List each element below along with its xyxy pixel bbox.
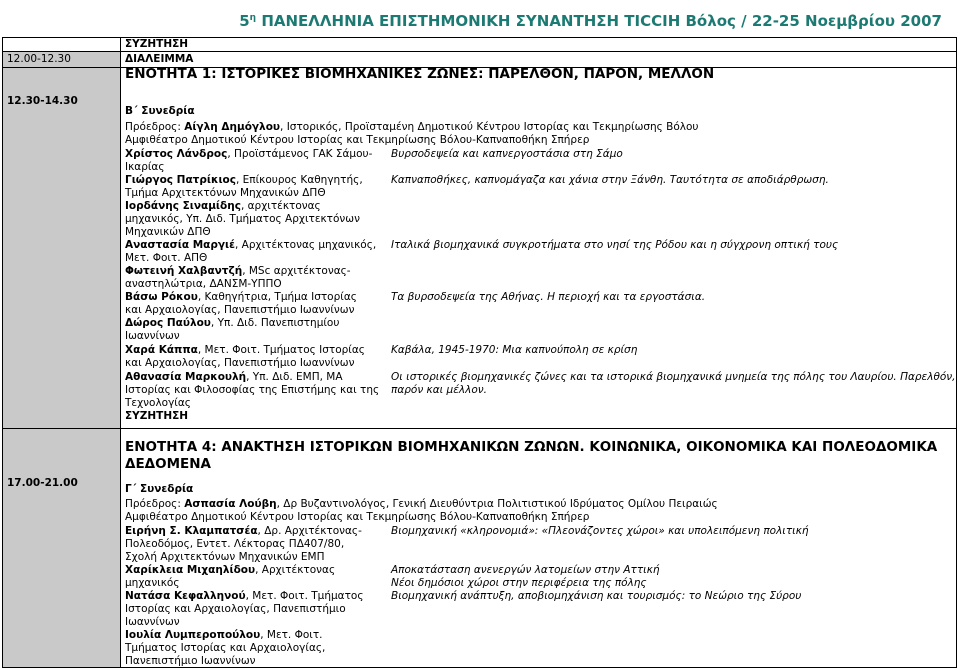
session-c-venue: Αμφιθέατρο Δημοτικού Κέντρου Ιστορίας και Τεκμηρίωσης Βόλου-Καπναποθήκη Σπήρερ (125, 511, 590, 523)
speaker-chalvantzi-line2: αναστηλώτρια, ΔΑΝΣΜ-ΥΠΠΟ (125, 278, 282, 290)
speaker-name: Βάσω Ρόκου (125, 291, 198, 303)
speaker-name: Φωτεινή Χαλβαντζή (125, 265, 243, 277)
speaker-affiliation: , Προϊστάμενος ΓΑΚ Σάμου- (227, 148, 373, 160)
chair-name: Αίγλη Δημόγλου (184, 121, 281, 133)
session-b-label: Β΄ Συνεδρία (125, 105, 195, 117)
break-label: ΔΙΑΛΕΙΜΜΑ (125, 53, 194, 65)
row-divider-3 (2, 428, 957, 429)
speaker-markouli (125, 371, 343, 384)
edition-superscript: η (249, 13, 257, 23)
speaker-name: Αθανασία Μαρκουλή (125, 371, 247, 383)
speaker-affiliation: , Αρχιτέκτονας μηχανικός, (235, 239, 377, 251)
speaker-name: Αναστασία Μαργιέ (125, 239, 235, 251)
speaker-name: Χαρά Κάππα (125, 344, 198, 356)
speaker-kefallinou (125, 590, 364, 603)
speaker-markouli-line2: Ιστορίας και Φιλοσοφίας της Επιστήμης και της (125, 384, 380, 396)
speaker-rokou-line2: και Αρχαιολογίας, Πανεπιστήμιο Ιωαννίνων (125, 304, 355, 316)
speaker-sinamidis (125, 200, 321, 213)
time-cell-session-b (3, 68, 120, 469)
speaker-name: Χρίστος Λάνδρος (125, 148, 228, 160)
speaker-chalvantzi (125, 265, 351, 278)
session-b-venue: Αμφιθέατρο Δημοτικού Κέντρου Ιστορίας και Τεκμηρίωσης Βόλου-Καπναποθήκη Σπήρερ (125, 134, 590, 146)
speaker-rokou (125, 291, 357, 304)
speaker-affiliation: , MSc αρχιτέκτονας- (242, 265, 351, 277)
speaker-name: Νατάσα Κεφαλληνού (125, 590, 246, 602)
time-column-divider (120, 37, 121, 668)
session-c-time: 17.00-21.00 (7, 477, 78, 489)
speaker-lymperopoulou-line2: Τμήματος Ιστορίας και Αρχαιολογίας, (125, 642, 326, 654)
speaker-name: Δώρος Παύλου (125, 317, 211, 329)
chair-label: Πρόεδρος: (125, 498, 185, 510)
speaker-landros (125, 148, 372, 161)
edition-number: 5 (239, 12, 250, 30)
speaker-landros-line2: Ικαρίας (125, 161, 165, 173)
talk-title-xanthi: Καπναποθήκες, καπνομάγαζα και χάνια στην Ξάνθη. Ταυτότητα σε αποδιάρθρωση. (391, 174, 829, 186)
talk-title-quarries-line2: Νέοι δημόσιοι χώροι στην περιφέρεια της πόλης (391, 577, 647, 589)
break-time: 12.00-12.30 (7, 53, 71, 65)
speaker-name: Ιορδάνης Σιναμίδης (125, 200, 241, 212)
speaker-margie-line2: Μετ. Φοιτ. ΑΠΘ (125, 252, 208, 264)
speaker-patrikios (125, 174, 363, 187)
speaker-affiliation: , Επίκουρος Καθηγητής, (235, 174, 363, 186)
chair-role: , Ιστορικός, Προϊσταμένη Δημοτικού Κέντρου Ιστορίας και Τεκμηρίωσης Βόλου (280, 121, 699, 133)
conference-title (239, 12, 942, 30)
time-cell-session-c (3, 429, 120, 668)
talk-title-rhodes: Ιταλικά βιομηχανικά συγκροτήματα στο νησί της Ρόδου και η σύγχρονη οπτική τους (391, 239, 839, 251)
speaker-name: Γιώργος Πατρίκιος (125, 174, 236, 186)
chair-name: Ασπασία Λούβη (184, 498, 277, 510)
speaker-sinamidis-line3: Μηχανικών ΔΠΘ (125, 226, 211, 238)
session-b-chair (125, 121, 699, 134)
table-border-left (2, 37, 3, 668)
speaker-michailidou-line2: μηχανικός (125, 577, 180, 589)
talk-title-kavala: Καβάλα, 1945-1970: Μια καπνούπολη σε κρίση (391, 344, 638, 356)
session-b-time: 12.30-14.30 (7, 95, 78, 107)
conference-name: ΠΑΝΕΛΛΗΝΙΑ ΕΠΙΣΤΗΜΟΝΙΚΗ ΣΥΝΑΝΤΗΣΗ ΤΙCCΙΗ Βόλος / 22-25 Νοεμβρίου 2007 (261, 12, 942, 30)
speaker-margie (125, 239, 376, 252)
discussion-label-bottom: ΣΥΖΗΤΗΣΗ (125, 410, 189, 422)
speaker-pavlou (125, 317, 339, 330)
speaker-michailidou (125, 564, 335, 577)
speaker-affiliation: , Μετ. Φοιτ. (260, 629, 323, 641)
speaker-kappa-line2: και Αρχαιολογίας, Πανεπιστήμιο Ιωαννίνων (125, 357, 355, 369)
talk-title-lavrio-line2: παρόν και μέλλον. (391, 384, 487, 396)
speaker-sinamidis-line2: μηχανικός, Υπ. Διδ. Τμήματος Αρχιτεκτόνων (125, 213, 360, 225)
section-4-title-line1: ΕΝΟΤΗΤΑ 4: ΑΝΑΚΤΗΣΗ ΙΣΤΟΡΙΚΩΝ ΒΙΟΜΗΧΑΝΙΚΩΝ ΖΩΝΩΝ. ΚΟΙΝΩΝΙΚΑ, ΟΙΚΟΝΟΜΙΚΑ ΚΑΙ ΠΟΛΕΟΔΟΜΙΚΑ (125, 439, 938, 455)
discussion-label-top: ΣΥΖΗΤΗΣΗ (125, 38, 189, 50)
row-divider-1 (2, 51, 957, 52)
chair-role: , Δρ Βυζαντινολόγος, Γενική Διευθύντρια Πολιτιστικού Ιδρύματος Ομίλου Πειραιώς (276, 498, 718, 510)
speaker-kefallinou-line3: Ιωαννίνων (125, 616, 180, 628)
talk-title-lavrio-line1: Οι ιστορικές βιομηχανικές ζώνες και τα ιστορικά βιομηχανικά μνημεία της πόλης του Λαυρίου. Παρελθόν, (391, 371, 956, 383)
speaker-lymperopoulou-line3: Πανεπιστήμιο Ιωαννίνων (125, 655, 256, 667)
talk-title-syros: Βιομηχανική ανάπτυξη, αποβιομηχάνιση και τουρισμός: το Νεώριο της Σύρου (391, 590, 802, 602)
speaker-affiliation: , Καθηγήτρια, Τμήμα Ιστορίας (197, 291, 357, 303)
section-4-title-line2: ΔΕΔΟΜΕΝΑ (125, 456, 211, 472)
speaker-name: Ειρήνη Σ. Κλαμπατσέα (125, 525, 258, 537)
speaker-klampatsea-line3: Σχολή Αρχιτεκτόνων Μηχανικών ΕΜΠ (125, 551, 325, 563)
talk-title-athens: Τα βυρσοδεψεία της Αθήνας. Η περιοχή και τα εργοστάσια. (391, 291, 706, 303)
speaker-affiliation: , Αρχιτέκτονας (255, 564, 336, 576)
speaker-kappa (125, 344, 365, 357)
talk-title-quarries-line1: Αποκατάσταση ανενεργών λατομείων στην Αττική (391, 564, 660, 576)
speaker-name: Χαρίκλεια Μιχαηλίδου (125, 564, 256, 576)
program-table (2, 37, 957, 668)
session-c-label: Γ΄ Συνεδρία (125, 483, 194, 495)
conference-header (0, 0, 960, 38)
speaker-pavlou-line2: Ιωαννίνων (125, 330, 180, 342)
speaker-affiliation: , Υπ. Διδ. Πανεπιστημίου (210, 317, 340, 329)
table-border-right (956, 37, 957, 668)
speaker-affiliation: , Υπ. Διδ. ΕΜΠ, ΜΑ (246, 371, 343, 383)
talk-title-samos: Βυρσοδεψεία και καπνεργοστάσια στη Σάμο (391, 148, 623, 160)
speaker-affiliation: , Μετ. Φοιτ. Τμήματος Ιστορίας (197, 344, 365, 356)
speaker-affiliation: , Μετ. Φοιτ. Τμήματος (245, 590, 364, 602)
talk-title-heritage: Βιομηχανική «κληρονομιά»: «Πλεονάζοντες χώροι» και υπολειπόμενη πολιτική (391, 525, 809, 537)
speaker-affiliation: , Δρ. Αρχιτέκτονας- (257, 525, 362, 537)
speaker-name: Ιουλία Λυμπεροπούλου (125, 629, 261, 641)
speaker-lymperopoulou (125, 629, 323, 642)
session-c-chair (125, 498, 718, 511)
speaker-kefallinou-line2: Ιστορίας και Αρχαιολογίας, Πανεπιστήμιο (125, 603, 346, 615)
section-1-title: ΕΝΟΤΗΤΑ 1: ΙΣΤΟΡΙΚΕΣ ΒΙΟΜΗΧΑΝΙΚΕΣ ΖΩΝΕΣ: ΠΑΡΕΛΘΟΝ, ΠΑΡΟΝ, ΜΕΛΛΟΝ (125, 66, 715, 82)
speaker-klampatsea (125, 525, 362, 538)
chair-label: Πρόεδρος: (125, 121, 185, 133)
speaker-patrikios-line2: Τμήμα Αρχιτεκτόνων Μηχανικών ΔΠΘ (125, 187, 326, 199)
speaker-affiliation: , αρχιτέκτονας (240, 200, 321, 212)
speaker-markouli-line3: Τεχνολογίας (125, 397, 191, 409)
speaker-klampatsea-line2: Πολεοδόμος, Εντετ. Λέκτορας ΠΔ407/80, (125, 538, 345, 550)
